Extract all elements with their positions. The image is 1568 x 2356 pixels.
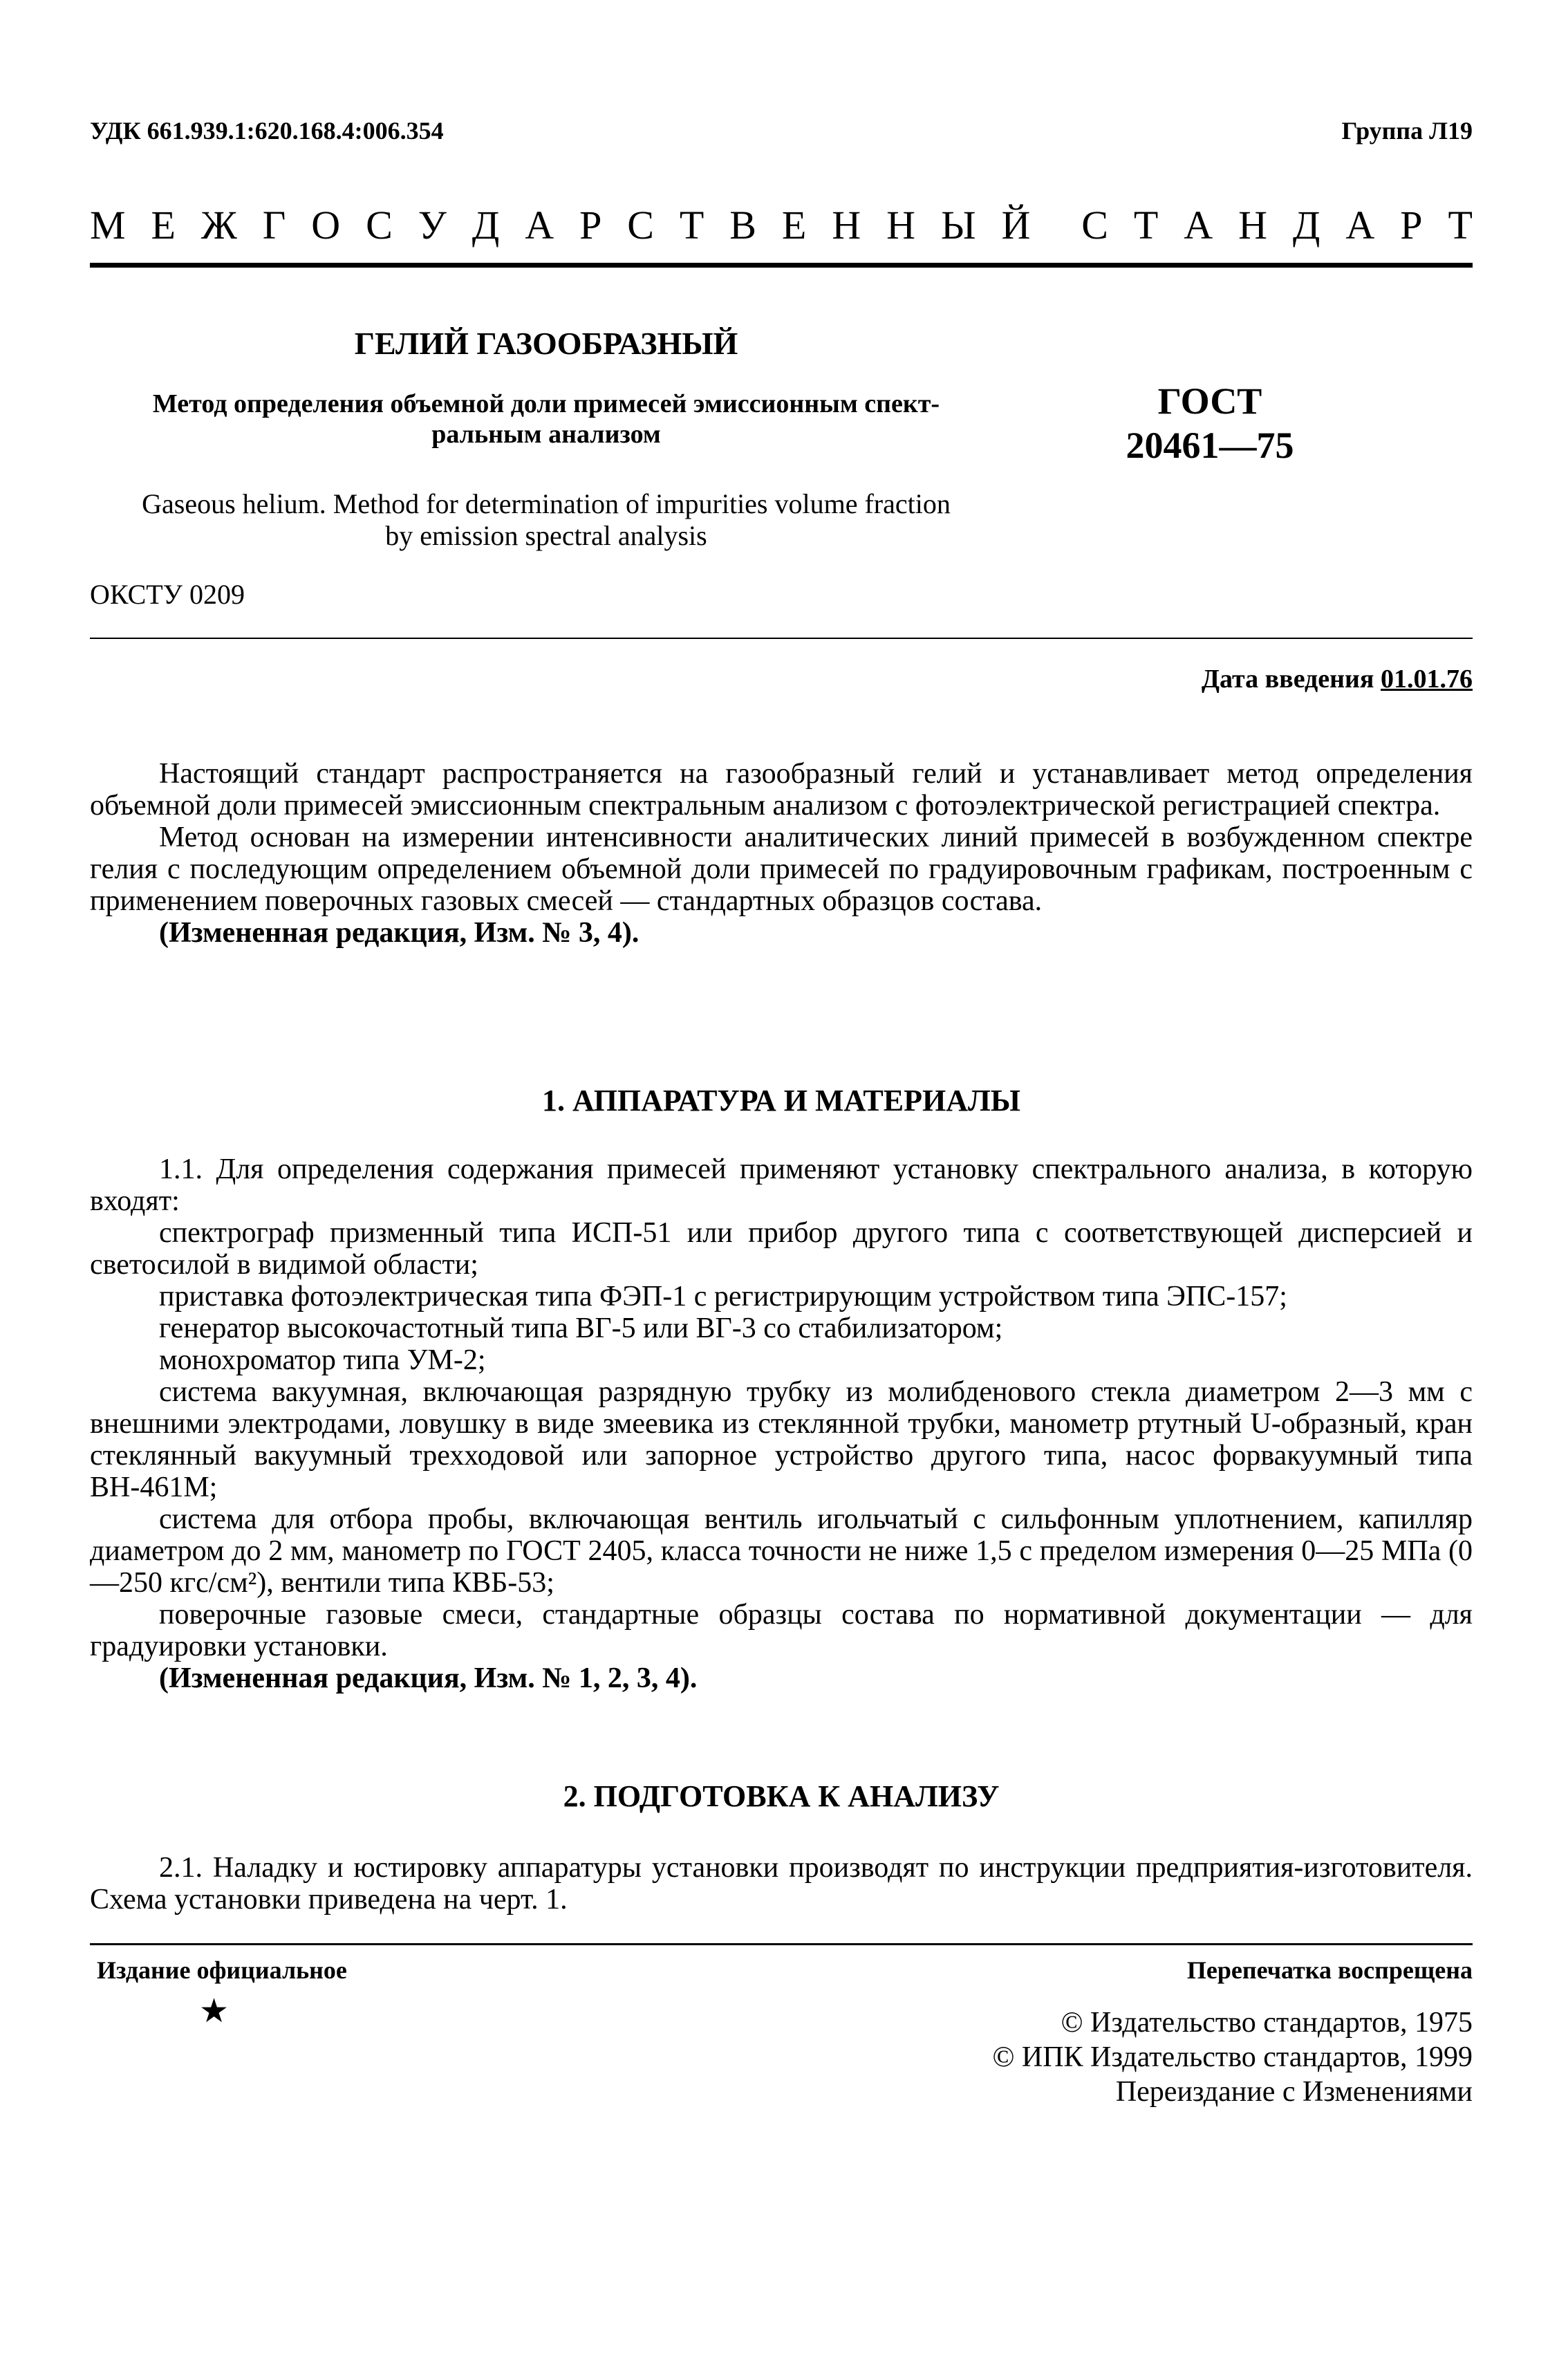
intro-date-label: Дата введения [1201,665,1374,694]
standard-type-letter: А [1345,203,1375,248]
copyright-line: © Издательство стандартов, 1975 [1061,2007,1473,2039]
standard-type-letter: В [729,203,756,248]
list-item: система вакуумная, включающая разрядную трубку из молибденового стекла диаметром 2—3 мм с внешними электродами, ловушку в виде змеевика из стеклянной трубки, манометр ртутный U-образный, кран стеклянный вакуумный трехходовой или запорное устройство другого типа, насос форвакуумный типа ВН-461М; [90,1376,1473,1503]
group-code: Группа Л19 [1341,117,1473,145]
standard-type-letter: А [525,203,554,248]
english-title-line: Gaseous helium. Method for determination of impurities volume fraction [142,488,951,519]
gost-designation [1051,379,1369,467]
intro-date-value: 01.01.76 [1381,665,1473,694]
list-item: монохроматор типа УМ-2; [159,1344,486,1376]
standard-type-letter: Й [1001,203,1031,248]
standard-type-letter: М [90,203,126,248]
list-item: поверочные газовые смеси, стандартные образцы состава по нормативной документации — для градуировки установки. [90,1599,1473,1662]
paragraph: Метод основан на измерении интенсивности аналитических линий примесей в возбужденном спектре гелия с последующим определением объемной доли примесей по градуировочным графикам, построенным с применением поверочных газовых смесей — стандартных образцов состава. [90,822,1473,917]
copyright-line: © ИПК Издательство стандартов, 1999 [992,2041,1473,2073]
standard-type-heading [90,202,1473,248]
standard-type-letter: Н [1238,203,1267,248]
standard-type-letter: Е [151,203,176,248]
standard-type-letter: Р [579,203,602,248]
subtitle-line: ральным анализом [431,420,661,449]
list-item: генератор высокочастотный типа ВГ-5 или ВГ-3 со стабилизатором; [159,1313,1003,1344]
section2-body [90,1852,1473,1916]
amendment-note: (Измененная редакция, Изм. № 3, 4). [159,917,640,949]
standard-type-letter: Д [1292,203,1320,248]
section1-body [90,1153,1473,1694]
header-rule [90,263,1473,268]
english-title-line: by emission spectral analysis [385,520,707,551]
intro-date [1202,664,1473,694]
standard-type-letter: У [418,203,447,248]
intro-text [90,758,1473,949]
document-subtitle [90,389,1002,449]
standard-type-letter: С [366,203,393,248]
standard-type-letter: С [627,203,654,248]
standard-type-letter: Р [1400,203,1423,248]
document-title: ГЕЛИЙ ГАЗООБРАЗНЫЙ [354,326,738,361]
gost-label: ГОСТ [1157,380,1262,422]
title-rule [90,638,1473,639]
copyright-block [992,2005,1473,2109]
okstu-code: ОКСТУ 0209 [90,579,245,610]
list-item: система для отбора пробы, включающая вентиль игольчатый с сильфонным уплотнением, капилляр диаметром до 2 мм, манометр по ГОСТ 2405, класса точности не ниже 1,5 с пределом измерения 0—25 МПа (0—250 кгс/см²), вентили типа КВБ-53; [90,1503,1473,1599]
paragraph: 2.1. Наладку и юстировку аппаратуры установки производят по инструкции предприятия-изготовителя. Схема установки приведена на черт. 1. [90,1852,1473,1916]
standard-type-letter: Н [886,203,915,248]
reissue-note: Переиздание с Изменениями [1115,2076,1473,2108]
gost-number: 20461—75 [1126,425,1294,466]
standard-type-letter: Ы [940,203,976,248]
standard-type-letter: Т [1448,203,1473,248]
list-item: приставка фотоэлектрическая типа ФЭП-1 с регистрирующим устройством типа ЭПС-157; [159,1281,1287,1313]
reprint-notice: Перепечатка воспрещена [1186,1956,1473,1984]
standard-type-letter: Н [832,203,861,248]
standard-type-letter: Ж [200,203,237,248]
paragraph: Настоящий стандарт распространяется на газообразный гелий и устанавливает метод определения объемной доли примесей эмиссионным спектральным анализом с фотоэлектрической регистрацией спектра. [90,758,1473,822]
standard-type-letter: Т [1133,203,1159,248]
paragraph: 1.1. Для определения содержания примесей применяют установку спектрального анализа, в которую входят: [90,1153,1473,1217]
subtitle-line: Метод определения объемной доли примесей эмиссионным спект- [152,389,940,418]
amendment-note: (Измененная редакция, Изм. № 1, 2, 3, 4). [159,1662,698,1694]
section-heading: 1. АППАРАТУРА И МАТЕРИАЛЫ [542,1084,1020,1117]
footer-rule [90,1943,1473,1945]
standard-type-letter: О [311,203,341,248]
section-heading: 2. ПОДГОТОВКА К АНАЛИЗУ [563,1779,1000,1813]
english-title [90,488,1002,552]
standard-type-letter: Е [781,203,807,248]
standard-type-letter: Д [472,203,500,248]
list-item: спектрограф призменный типа ИСП-51 или прибор другого типа с соответствующей дисперсией и светосилой в видимой области; [90,1217,1473,1281]
standard-type-letter: С [1081,203,1108,248]
standard-type-letter: А [1184,203,1213,248]
star-icon: ★ [199,1993,230,2030]
official-edition: Издание официальное [97,1956,347,1984]
udk-code: УДК 661.939.1:620.168.4:006.354 [90,117,444,145]
standard-type-letter: Т [679,203,704,248]
standard-type-letter: Г [262,203,286,248]
